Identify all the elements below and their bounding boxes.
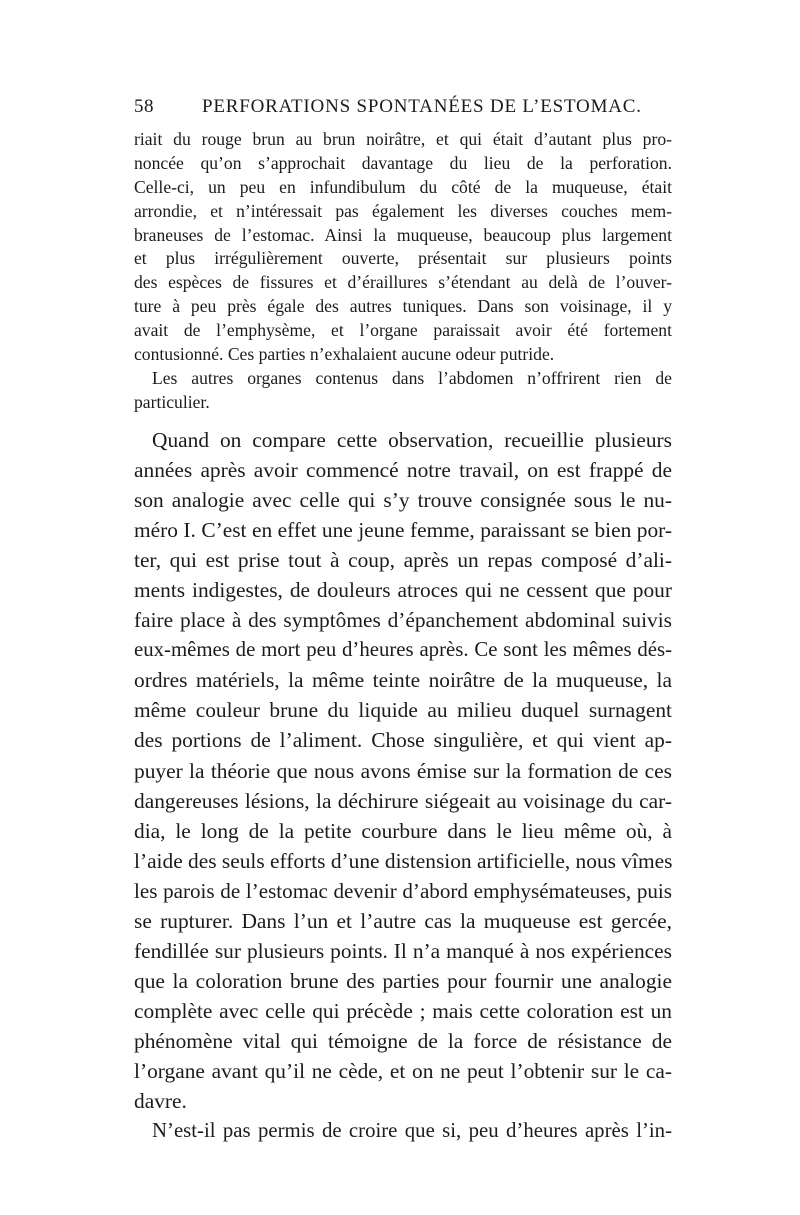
text-line: davre. [134, 1089, 187, 1114]
text-line: braneuses de l’estomac. Ainsi la muqueuse, beaucoup plus largement [134, 224, 672, 245]
running-header [134, 96, 674, 124]
text-line: ter, qui est prise tout à coup, après un repas composé d’ali- [134, 548, 672, 573]
text-line: contusionné. Ces parties n’exhalaient aucune odeur putride. [134, 344, 555, 365]
text-line: eux-mêmes de mort peu d’heures après. Ce sont les mêmes dés- [134, 638, 672, 662]
text-line: années après avoir commencé notre travail, on est frappé de [134, 458, 672, 483]
text-line: son analogie avec celle qui s’y trouve consignée sous le nu- [134, 488, 672, 513]
observation-paragraph [134, 128, 672, 415]
text-line: puyer la théorie que nous avons émise sur la formation de ces [134, 758, 672, 783]
text-line: particulier. [134, 391, 210, 412]
text-line: Celle-ci, un peu en infundibulum du côté de la muqueuse, était [134, 176, 672, 197]
text-line: que la coloration brune des parties pour fournir une analogie [134, 968, 672, 993]
text-line: phénomène vital qui témoigne de la force de résistance de [134, 1028, 672, 1053]
text-line: riait du rouge brun au brun noirâtre, et qui était d’autant plus pro- [134, 129, 672, 149]
text-line: dia, le long de la petite courbure dans le lieu même où, à [134, 818, 672, 843]
text-line: Les autres organes contenus dans l’abdomen n’offrirent rien de [152, 367, 672, 388]
text-line: arrondie, et n’intéressait pas également les diverses couches mem- [134, 200, 672, 221]
text-line: noncée qu’on s’approchait davantage du lieu de la perforation. [134, 152, 672, 173]
text-line: des portions de l’aliment. Chose singulière, et qui vient ap- [134, 728, 672, 753]
text-line: avait de l’emphysème, et l’organe paraissait avoir été fortement [134, 320, 672, 341]
text-line: méro I. C’est en effet une jeune femme, paraissant se bien por- [134, 518, 672, 543]
text-line: dangereuses lésions, la déchirure siégeait au voisinage du car- [134, 788, 672, 813]
commentary-paragraph [134, 425, 672, 1146]
text-line: Quand on compare cette observation, recueillie plusieurs [152, 428, 672, 452]
page-number: 58 [134, 96, 154, 117]
text-line: ments indigestes, de douleurs atroces qui ne cessent que pour [134, 578, 672, 603]
text-line: l’organe avant qu’il ne cède, et on ne peut l’obtenir sur le ca- [134, 1058, 672, 1083]
text-line: les parois de l’estomac devenir d’abord emphysémateuses, puis [134, 878, 672, 903]
text-line: complète avec celle qui précède ; mais cette coloration est un [134, 998, 672, 1023]
text-line: se rupturer. Dans l’un et l’autre cas la muqueuse est gercée, [134, 908, 672, 933]
running-title: PERFORATIONS SPONTANÉES DE L’ESTOMAC. [202, 96, 642, 117]
text-line: ture à peu près égale des autres tuniques. Dans son voisinage, il y [134, 296, 672, 317]
text-line: N’est-il pas permis de croire que si, peu d’heures après l’in- [152, 1119, 672, 1143]
text-line: faire place à des symptômes d’épanchement abdominal suivis [134, 608, 672, 633]
text-line: l’aide des seuls efforts d’une distension artificielle, nous vîmes [134, 848, 673, 873]
text-line: même couleur brune du liquide au milieu duquel surnagent [134, 698, 672, 723]
text-line: fendillée sur plusieurs points. Il n’a manqué à nos expériences [134, 938, 672, 963]
text-line: ordres matériels, la même teinte noirâtre de la muqueuse, la [134, 668, 672, 693]
text-line: des espèces de fissures et d’éraillures s’étendant au delà de l’ouver- [134, 272, 672, 293]
text-line: et plus irrégulièrement ouverte, présentait sur plusieurs points [134, 248, 672, 269]
